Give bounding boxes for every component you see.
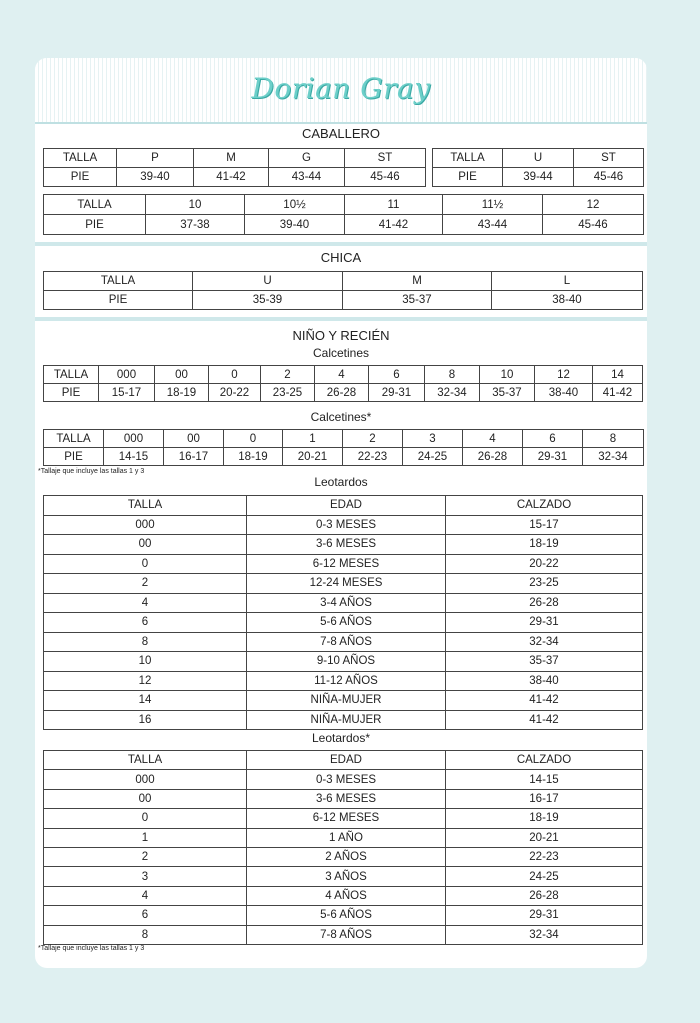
size-cell: 4 — [315, 366, 369, 384]
size-cell: M — [194, 149, 269, 168]
pie-cell: 32-34 — [583, 448, 644, 466]
pie-cell: 45-46 — [345, 168, 426, 187]
column-header: CALZADO — [446, 751, 643, 770]
table-cell: 23-25 — [446, 574, 643, 594]
table-row — [44, 710, 643, 730]
pie-cell: 29-31 — [369, 384, 425, 402]
size-cell: ST — [345, 149, 426, 168]
size-cell: U — [503, 149, 574, 168]
table-cell: 00 — [44, 789, 247, 808]
table-cell: 0 — [44, 554, 247, 574]
pie-cell: 32-34 — [425, 384, 480, 402]
table-row — [44, 554, 643, 574]
table-row — [44, 886, 643, 905]
size-cell: 0 — [209, 366, 261, 384]
pie-cell: 37-38 — [146, 215, 245, 235]
pie-cell: 22-23 — [343, 448, 403, 466]
table-cell: 10 — [44, 652, 247, 672]
table-cell: 6-12 MESES — [247, 554, 446, 574]
column-header: TALLA — [44, 496, 247, 516]
size-cell: P — [117, 149, 194, 168]
table-header-row — [44, 496, 643, 516]
leotardos-table — [43, 495, 643, 730]
size-cell: 000 — [104, 430, 164, 448]
leotardos-footnote: *Tallaje que incluye las tallas 1 y 3 — [38, 945, 145, 952]
table-cell: 8 — [44, 632, 247, 652]
table-cell: 20-21 — [446, 828, 643, 847]
column-header: EDAD — [247, 751, 446, 770]
table-cell: 18-19 — [446, 535, 643, 555]
table-cell: 12-24 MESES — [247, 574, 446, 594]
table-cell: 8 — [44, 925, 247, 944]
table-cell: 26-28 — [446, 593, 643, 613]
size-cell: 000 — [99, 366, 155, 384]
size-cell: G — [269, 149, 345, 168]
leotardos-2-table — [43, 750, 643, 945]
table-row — [44, 535, 643, 555]
table-cell: 9-10 AÑOS — [247, 652, 446, 672]
table-cell: 12 — [44, 671, 247, 691]
size-cell: 14 — [593, 366, 643, 384]
table-cell: 4 AÑOS — [247, 886, 446, 905]
table-cell: NIÑA-MUJER — [247, 710, 446, 730]
pie-label: PIE — [433, 168, 503, 187]
calcetines-2-table — [43, 429, 644, 466]
size-cell: 6 — [369, 366, 425, 384]
table-row — [44, 632, 643, 652]
caballero-table-2 — [432, 148, 644, 187]
talla-label: TALLA — [433, 149, 503, 168]
table-cell: 1 AÑO — [247, 828, 446, 847]
talla-label: TALLA — [44, 430, 104, 448]
table-cell: 0-3 MESES — [247, 770, 446, 789]
pie-cell: 45-46 — [574, 168, 644, 187]
table-cell: 41-42 — [446, 691, 643, 711]
table-cell: 2 AÑOS — [247, 847, 446, 866]
column-header: TALLA — [44, 751, 247, 770]
pie-cell: 43-44 — [269, 168, 345, 187]
size-cell: 1 — [283, 430, 343, 448]
pie-cell: 18-19 — [155, 384, 209, 402]
pie-label: PIE — [44, 291, 193, 310]
column-header: CALZADO — [446, 496, 643, 516]
pie-cell: 35-37 — [343, 291, 492, 310]
size-cell: 10½ — [245, 195, 345, 215]
size-cell: 8 — [583, 430, 644, 448]
table-cell: 3 — [44, 867, 247, 886]
pie-cell: 35-39 — [193, 291, 343, 310]
table-cell: 7-8 AÑOS — [247, 632, 446, 652]
brand-logo: Dorian Gray — [251, 72, 431, 105]
table-cell: 0-3 MESES — [247, 515, 446, 535]
size-cell: ST — [574, 149, 644, 168]
size-cell: 10 — [480, 366, 535, 384]
pie-label: PIE — [44, 168, 117, 187]
calcetines-table — [43, 365, 643, 402]
size-cell: 00 — [155, 366, 209, 384]
table-cell: 1 — [44, 828, 247, 847]
pie-cell: 23-25 — [261, 384, 315, 402]
pie-cell: 41-42 — [345, 215, 443, 235]
table-cell: 35-37 — [446, 652, 643, 672]
size-cell: 00 — [164, 430, 224, 448]
table-row — [44, 809, 643, 828]
table-row — [44, 691, 643, 711]
table-cell: 15-17 — [446, 515, 643, 535]
talla-label: TALLA — [44, 149, 117, 168]
table-cell: 18-19 — [446, 809, 643, 828]
table-cell: 16 — [44, 710, 247, 730]
divider — [35, 242, 647, 246]
divider — [35, 317, 647, 321]
table-row — [44, 593, 643, 613]
size-cell: 3 — [403, 430, 463, 448]
section-title-nino: NIÑO Y RECIÉN — [292, 328, 390, 343]
pie-cell: 45-46 — [543, 215, 644, 235]
size-chart-card — [35, 58, 647, 968]
table-cell: 3-6 MESES — [247, 535, 446, 555]
table-cell: 0 — [44, 809, 247, 828]
size-cell: 6 — [523, 430, 583, 448]
table-cell: 6-12 MESES — [247, 809, 446, 828]
table-cell: 32-34 — [446, 632, 643, 652]
table-cell: 24-25 — [446, 867, 643, 886]
size-cell: 0 — [224, 430, 283, 448]
pie-cell: 41-42 — [194, 168, 269, 187]
pie-cell: 14-15 — [104, 448, 164, 466]
size-cell: 11½ — [443, 195, 543, 215]
table-cell: 20-22 — [446, 554, 643, 574]
size-cell: L — [492, 272, 643, 291]
table-row — [44, 828, 643, 847]
table-cell: 22-23 — [446, 847, 643, 866]
table-cell: 5-6 AÑOS — [247, 906, 446, 925]
table-row — [44, 847, 643, 866]
subtitle-calcetines-2: Calcetines* — [310, 410, 372, 424]
pie-cell: 20-21 — [283, 448, 343, 466]
size-cell: 11 — [345, 195, 443, 215]
pie-cell: 24-25 — [403, 448, 463, 466]
table-cell: 000 — [44, 770, 247, 789]
table-row — [44, 770, 643, 789]
table-cell: 2 — [44, 847, 247, 866]
pie-cell: 15-17 — [99, 384, 155, 402]
table-cell: 000 — [44, 515, 247, 535]
table-cell: 6 — [44, 613, 247, 633]
table-cell: 4 — [44, 593, 247, 613]
talla-label: TALLA — [44, 366, 99, 384]
pie-cell: 38-40 — [535, 384, 593, 402]
subtitle-leotardos: Leotardos — [314, 475, 368, 489]
size-cell: 4 — [463, 430, 523, 448]
size-cell: M — [343, 272, 492, 291]
table-cell: 4 — [44, 886, 247, 905]
pie-cell: 16-17 — [164, 448, 224, 466]
table-cell: 7-8 AÑOS — [247, 925, 446, 944]
caballero-table-1 — [43, 148, 426, 187]
pie-cell: 39-40 — [245, 215, 345, 235]
pie-cell: 39-40 — [117, 168, 194, 187]
pie-cell: 41-42 — [593, 384, 643, 402]
table-row — [44, 867, 643, 886]
pie-label: PIE — [44, 215, 146, 235]
table-header-row — [44, 751, 643, 770]
section-title-caballero: CABALLERO — [301, 126, 381, 141]
table-cell: 16-17 — [446, 789, 643, 808]
pie-label: PIE — [44, 384, 99, 402]
table-row — [44, 613, 643, 633]
size-cell: 8 — [425, 366, 480, 384]
pie-cell: 29-31 — [523, 448, 583, 466]
table-cell: 2 — [44, 574, 247, 594]
table-cell: 3-4 AÑOS — [247, 593, 446, 613]
brand-header — [35, 58, 647, 124]
table-cell: 29-31 — [446, 613, 643, 633]
table-row — [44, 515, 643, 535]
table-cell: 3-6 MESES — [247, 789, 446, 808]
talla-label: TALLA — [44, 272, 193, 291]
table-cell: 38-40 — [446, 671, 643, 691]
table-row — [44, 789, 643, 808]
talla-label: TALLA — [44, 195, 146, 215]
table-row — [44, 925, 643, 944]
pie-cell: 18-19 — [224, 448, 283, 466]
pie-cell: 43-44 — [443, 215, 543, 235]
table-cell: 11-12 AÑOS — [247, 671, 446, 691]
table-cell: 29-31 — [446, 906, 643, 925]
pie-label: PIE — [44, 448, 104, 466]
pie-cell: 26-28 — [463, 448, 523, 466]
table-cell: 3 AÑOS — [247, 867, 446, 886]
section-caballero — [35, 126, 647, 142]
size-cell: 2 — [343, 430, 403, 448]
pie-cell: 26-28 — [315, 384, 369, 402]
subtitle-leotardos-2: Leotardos* — [311, 731, 371, 745]
size-cell: 2 — [261, 366, 315, 384]
pie-cell: 39-44 — [503, 168, 574, 187]
column-header: EDAD — [247, 496, 446, 516]
table-cell: 26-28 — [446, 886, 643, 905]
table-cell: 00 — [44, 535, 247, 555]
size-cell: 12 — [535, 366, 593, 384]
table-cell: 6 — [44, 906, 247, 925]
caballero-table-3 — [43, 194, 644, 235]
size-cell: U — [193, 272, 343, 291]
size-cell: 10 — [146, 195, 245, 215]
table-cell: 32-34 — [446, 925, 643, 944]
pie-cell: 35-37 — [480, 384, 535, 402]
section-title-chica: CHICA — [320, 250, 362, 265]
subtitle-calcetines: Calcetines — [312, 346, 370, 360]
calcetines-footnote: *Tallaje que incluye las tallas 1 y 3 — [38, 468, 145, 475]
table-row — [44, 574, 643, 594]
table-cell: 41-42 — [446, 710, 643, 730]
table-cell: 14-15 — [446, 770, 643, 789]
size-cell: 12 — [543, 195, 644, 215]
table-row — [44, 652, 643, 672]
table-cell: 14 — [44, 691, 247, 711]
table-row — [44, 671, 643, 691]
table-row — [44, 906, 643, 925]
table-cell: 5-6 AÑOS — [247, 613, 446, 633]
pie-cell: 38-40 — [492, 291, 643, 310]
chica-table — [43, 271, 643, 310]
table-cell: NIÑA-MUJER — [247, 691, 446, 711]
pie-cell: 20-22 — [209, 384, 261, 402]
